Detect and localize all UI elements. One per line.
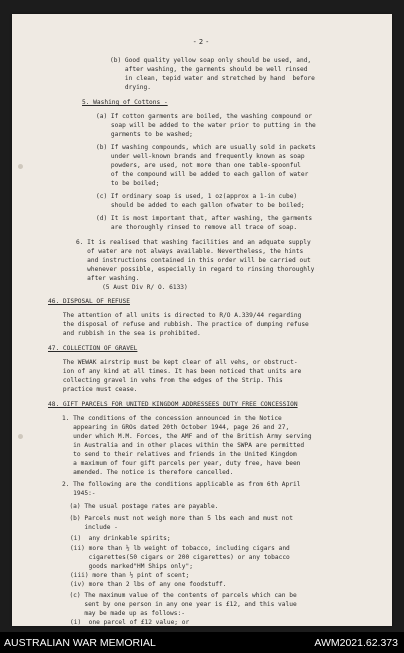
text-line: 6. It is realised that washing facilities and an adquate supply <box>76 239 311 246</box>
text-line: practice must cease. <box>48 386 138 393</box>
text-line: include - <box>62 524 118 531</box>
text-line: to be boiled; <box>96 180 160 187</box>
punch-hole <box>18 164 23 169</box>
text-line: (i) any drinkable spirits; <box>70 535 171 542</box>
text-line: should be added to each gallon ofwater to be boiled; <box>96 202 305 209</box>
text-line: and instructions contained in this order will be carried out <box>76 257 311 264</box>
punch-hole <box>18 434 23 439</box>
text-line: 1. The conditions of the concession announced in the Notice <box>62 415 282 422</box>
text-line: and rubbish in the sea is prohibited. <box>48 330 201 337</box>
text-line: (5 Aust Div R/ O. 6133) <box>76 284 188 291</box>
text-line: after washing, the garments should be well rinsed <box>110 66 308 73</box>
text-line: (a) If cotton garments are boiled, the washing compound or <box>96 113 313 120</box>
section-heading: 5. Washing of Cottons - <box>82 99 168 106</box>
text-line: under which M.M. Forces, the AMF and of the British Army serving <box>62 433 312 440</box>
text-line: sent by one person in any one year is £12, and this value <box>62 601 297 608</box>
text-line: (d) It is most important that, after washing, the garments <box>96 215 313 222</box>
text-line: whenever possible, especially in regard to rinsing thoroughly <box>76 266 315 273</box>
text-line: soap will be added to the water prior to putting in the <box>96 122 316 129</box>
text-line: the disposal of refuse and rubbish. The practice of dumping refuse <box>48 321 309 328</box>
text-line: 1945:- <box>62 490 96 497</box>
text-line: (ii) more than ½ lb weight of tobacco, including cigars and <box>70 545 290 552</box>
text-line: drying. <box>110 84 151 91</box>
text-line: may be made up as follows:- <box>62 610 185 617</box>
text-line: under well-known brands and frequently known as soap <box>96 153 305 160</box>
text-line: The WEWAK airstrip must be kept clear of all vehs, or obstruct- <box>48 359 298 366</box>
section-heading: 46. DISPOSAL OF REFUSE <box>48 298 130 305</box>
text-line: amended. The notice is therefore cancelled. <box>62 469 234 476</box>
section-heading: 47. COLLECTION OF GRAVEL <box>48 345 138 352</box>
text-line: are thoroughly rinsed to remove all trace of soap. <box>96 224 298 231</box>
accession-number: AWM2021.62.373 <box>314 637 398 649</box>
text-line: cigarettes(50 cigars or 200 cigarettes) or any tobacco <box>70 554 290 561</box>
text-line: to send to their relatives and friends in the United Kingdom <box>62 451 297 458</box>
institution-name: AUSTRALIAN WAR MEMORIAL <box>4 637 156 649</box>
text-line: (iii) more than ½ pint of scent; <box>70 572 190 579</box>
page-number: -2- <box>192 38 212 46</box>
text-line: collecting gravel in vehs from the edges of the Strip. This <box>48 377 283 384</box>
text-line: (b) If washing compounds, which are usually sold in packets <box>96 144 316 151</box>
text-line: goods marked"HM Ships only"; <box>70 563 193 570</box>
text-line: powders, are used, not more than one table-spoonful <box>96 162 301 169</box>
text-line: (i) one parcel of £12 value; or <box>70 619 190 626</box>
text-line: (c) If ordinary soap is used, 1 oz(approx a 1-in cube) <box>96 193 298 200</box>
text-line: in clean, tepid water and stretched by hand before <box>110 75 315 82</box>
text-line: (iv) more than 2 lbs of any one foodstuff. <box>70 581 227 588</box>
text-line: (c) The maximum value of the contents of parcels which can be <box>62 592 297 599</box>
text-line: (b) Good quality yellow soap only should be used, and, <box>110 57 312 64</box>
text-line: a maximum of four gift parcels per year, duty free, have been <box>62 460 301 467</box>
text-line: (a) The usual postage rates are payable. <box>62 503 219 510</box>
text-line: 2. The following are the conditions applicable as from 6th April <box>62 481 301 488</box>
text-line: (b) Parcels must not weigh more than 5 lbs each and must not <box>62 515 293 522</box>
section-heading: 48. GIFT PARCELS FOR UNITED KINGDOM ADDRESSEES DUTY FREE CONCESSION <box>48 401 298 408</box>
text-line: The attention of all units is directed to R/O A.339/44 regarding <box>48 312 302 319</box>
text-line: of the compound will be added to each gallon of water <box>96 171 309 178</box>
text-line: of water are not always available. Nevertheless, the hints <box>76 248 304 255</box>
text-line: after washing. <box>76 275 140 282</box>
text-line: garments to be washed; <box>96 131 193 138</box>
text-line: in Australia and in other places within the SWPA are permitted <box>62 442 305 449</box>
document-page <box>12 14 392 626</box>
text-line: appearing in GROs dated 20th October 1944, page 26 and 27, <box>62 424 290 431</box>
footer-bar <box>0 632 404 653</box>
text-line: ion of any kind at all times. It has been noticed that units are <box>48 368 302 375</box>
